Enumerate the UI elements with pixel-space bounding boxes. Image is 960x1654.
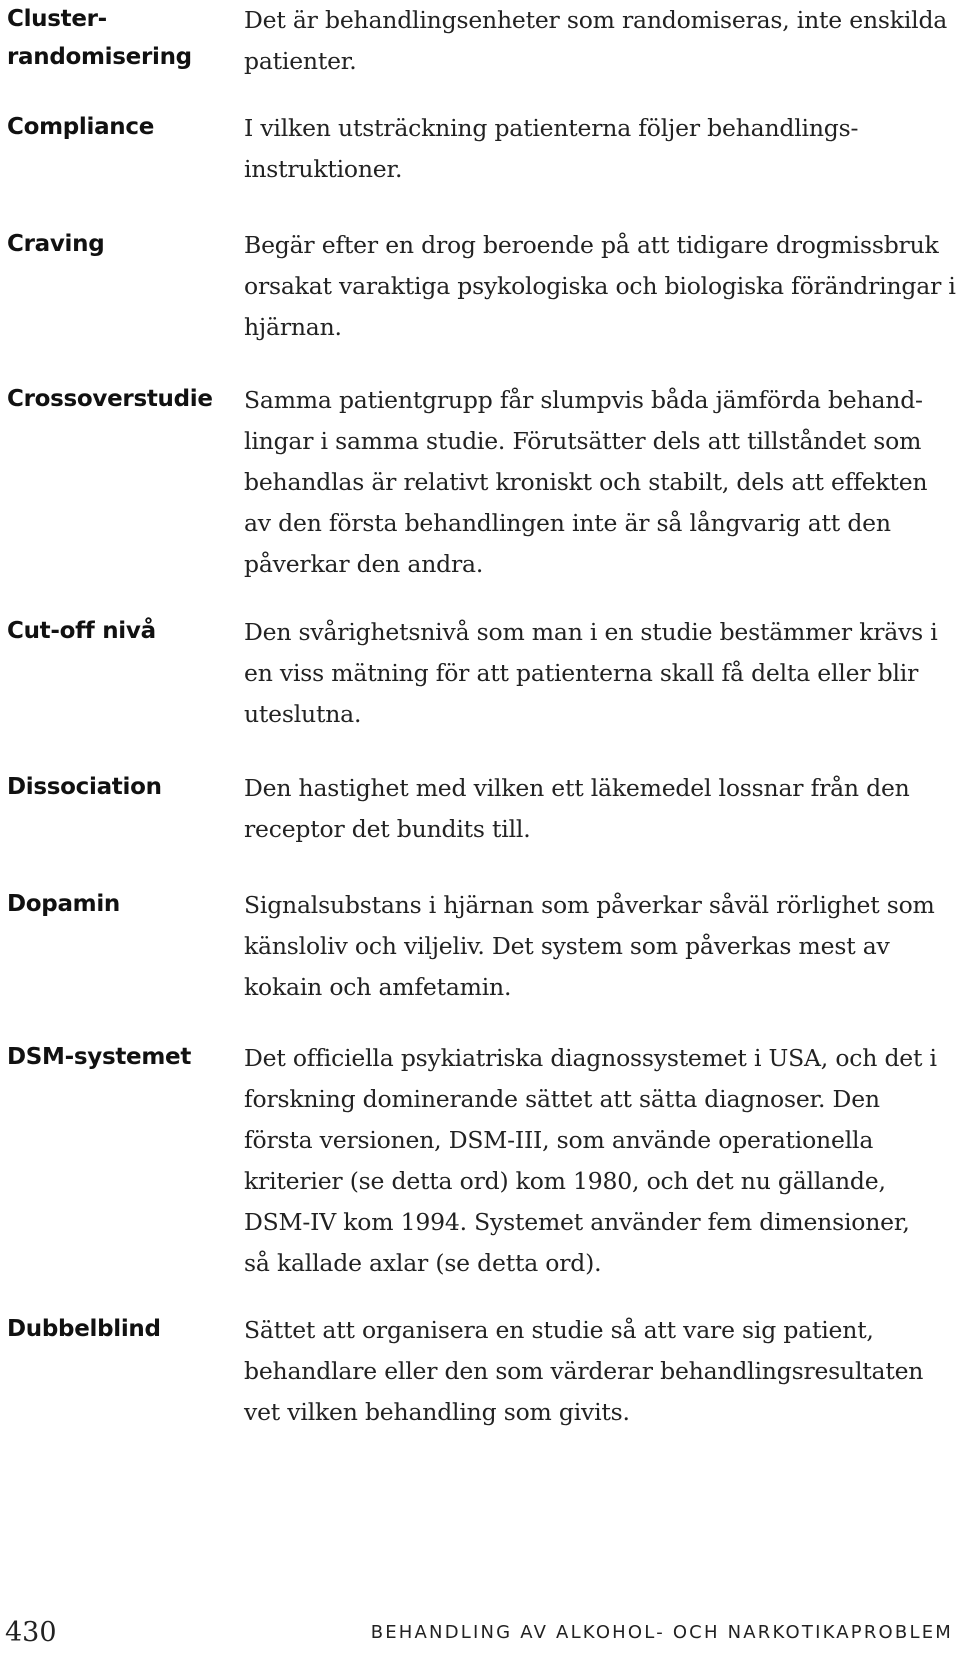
glossary-definition — [244, 1038, 950, 1284]
term-line: Dopamin — [7, 891, 121, 917]
definition-line: Signalsubstans i hjärnan som påverkar såväl rörlighet som — [244, 891, 935, 919]
definition-line: så kallade axlar (se detta ord). — [244, 1249, 602, 1277]
glossary-term — [7, 1310, 232, 1348]
running-title: BEHANDLING AV ALKOHOL- OCH NARKOTIKAPROBLEM — [370, 1622, 953, 1643]
definition-line: kokain och amfetamin. — [244, 973, 512, 1001]
definition-line: behandlare eller den som värderar behandlingsresultaten — [244, 1357, 924, 1385]
glossary-definition — [244, 108, 950, 190]
glossary-definition — [244, 1310, 950, 1433]
glossary-definition — [244, 768, 950, 850]
definition-line: behandlas är relativt kroniskt och stabilt, dels att effekten — [244, 468, 928, 496]
glossary-term — [7, 612, 232, 650]
term-line: Craving — [7, 231, 105, 257]
definition-line: Sättet att organisera en studie så att vare sig patient, — [244, 1316, 874, 1344]
definition-line: påverkar den andra. — [244, 550, 484, 578]
term-line: Dubbelblind — [7, 1316, 161, 1342]
page-footer — [0, 1618, 960, 1648]
term-line: randomisering — [7, 44, 192, 70]
definition-line: I vilken utsträckning patienterna följer behandlings- — [244, 114, 859, 142]
definition-line: Samma patientgrupp får slumpvis båda jämförda behand- — [244, 386, 923, 414]
definition-line: lingar i samma studie. Förutsätter dels att tillståndet som — [244, 427, 922, 455]
term-line: Cluster- — [7, 6, 107, 32]
glossary-definition — [244, 612, 950, 735]
glossary-term — [7, 768, 232, 806]
definition-line: en viss mätning för att patienterna skall få delta eller blir — [244, 659, 919, 687]
definition-line: uteslutna. — [244, 700, 362, 728]
definition-line: av den första behandlingen inte är så långvarig att den — [244, 509, 891, 537]
glossary-term — [7, 108, 232, 146]
definition-line: Den svårighetsnivå som man i en studie bestämmer krävs i — [244, 618, 938, 646]
glossary-term — [7, 380, 232, 418]
glossary-term — [7, 0, 232, 76]
term-line: Cut-off nivå — [7, 618, 156, 644]
definition-line: Det officiella psykiatriska diagnossystemet i USA, och det i — [244, 1044, 937, 1072]
glossary-definition — [244, 885, 950, 1008]
glossary-definition — [244, 225, 956, 348]
page-number: 430 — [5, 1617, 57, 1648]
term-line: DSM-systemet — [7, 1044, 192, 1070]
glossary-definition — [244, 0, 950, 82]
definition-line: DSM-IV kom 1994. Systemet använder fem dimensioner, — [244, 1208, 910, 1236]
definition-line: hjärnan. — [244, 313, 342, 341]
definition-line: forskning dominerande sättet att sätta diagnoser. Den — [244, 1085, 880, 1113]
definition-line: receptor det bundits till. — [244, 815, 531, 843]
definition-line: Det är behandlingsenheter som randomiseras, inte enskilda — [244, 6, 948, 34]
definition-line: kriterier (se detta ord) kom 1980, och det nu gällande, — [244, 1167, 886, 1195]
glossary-term — [7, 1038, 232, 1076]
definition-line: vet vilken behandling som givits. — [244, 1398, 630, 1426]
glossary-term — [7, 885, 232, 923]
term-line: Compliance — [7, 114, 155, 140]
definition-line: Den hastighet med vilken ett läkemedel lossnar från den — [244, 774, 910, 802]
definition-line: instruktioner. — [244, 155, 403, 183]
definition-line: orsakat varaktiga psykologiska och biologiska förändringar i — [244, 272, 956, 300]
term-line: Dissociation — [7, 774, 162, 800]
glossary-term — [7, 225, 232, 263]
definition-line: patienter. — [244, 47, 357, 75]
glossary-definition — [244, 380, 950, 585]
definition-line: känsloliv och viljeliv. Det system som påverkas mest av — [244, 932, 890, 960]
definition-line: första versionen, DSM-III, som använde operationella — [244, 1126, 874, 1154]
definition-line: Begär efter en drog beroende på att tidigare drogmissbruk — [244, 231, 939, 259]
term-line: Crossoverstudie — [7, 386, 213, 412]
